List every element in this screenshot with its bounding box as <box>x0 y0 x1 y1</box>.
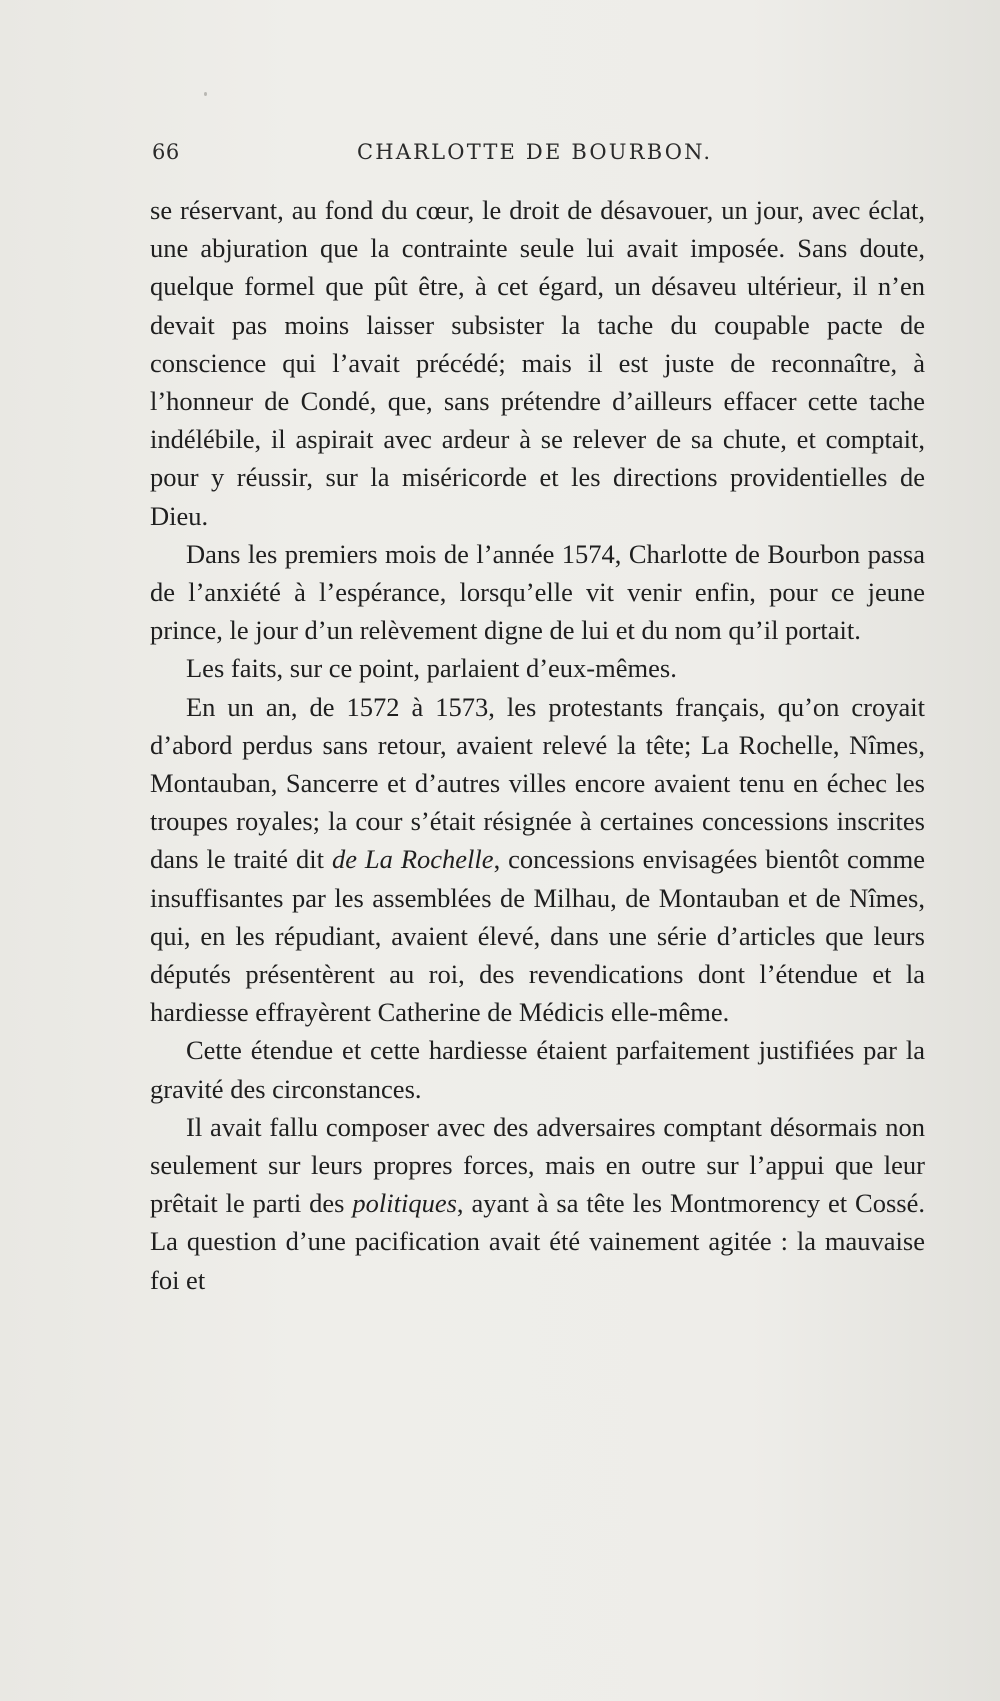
paragraph <box>150 649 925 687</box>
paragraph <box>150 1108 925 1299</box>
running-title: CHARLOTTE DE BOURBON. <box>357 140 713 164</box>
text-segment: Les faits, sur ce point, parlaient d’eux-mêmes. <box>186 653 677 684</box>
text-segment: Cette étendue et cette hardiesse étaient parfaitement justifiées par la gravité des circonstances. <box>150 1035 925 1104</box>
italic-term: politiques <box>352 1188 457 1219</box>
body-text <box>150 191 925 1299</box>
paper-spot <box>204 92 207 96</box>
text-segment: Il avait fallu composer avec des adversaires comptant désormais non seulement sur leurs propres forces, mais en outre sur l’appui que leur prêtait le parti des <box>150 1111 925 1219</box>
text-segment: En un an, de 1572 à 1573, les protestants français, qu’on croyait d’abord perdus sans retour, avaient relevé la tête; La Rochelle, Nîmes, Montauban, Sancerre et d’autres villes encore avaient tenu en échec les troupes royales; la cour s’était résignée à certaines concessions inscrites dans le traité dit <box>150 691 925 875</box>
paragraph <box>150 191 925 535</box>
italic-title: de La Rochelle <box>331 844 494 875</box>
paragraph <box>150 688 925 1032</box>
text-segment: , ayant à sa tête les Montmorency et Cossé. La question d’une pacification avait été vainement agitée : la mauvaise foi et <box>150 1188 925 1295</box>
text-segment: , concessions envisagées bientôt comme insuffisantes par les assemblées de Milhau, de Montauban et de Nîmes, qui, en les répudiant, avaient élevé, dans une série d’articles que leurs députés présentèrent au roi, des revendications dont l’étendue et la hardiesse effrayèrent Catherine de Médicis elle-même. <box>150 844 925 1028</box>
page-header <box>152 140 912 176</box>
text-segment: Dans les premiers mois de l’année 1574, Charlotte de Bourbon passa de l’anxiété à l’espérance, lorsqu’elle vit venir enfin, pour ce jeune prince, le jour d’un relèvement digne de lui et du nom qu’il portait. <box>150 538 925 646</box>
page-number: 66 <box>152 140 180 164</box>
text-segment: se réservant, au fond du cœur, le droit de désavouer, un jour, avec éclat, une abjuration que la contrainte seule lui avait imposée. Sans doute, quelque formel que pût être, à cet égard, un désaveu ultérieur, il n’en devait pas moins laisser subsister la tache du coupable pacte de conscience qui l’avait précédé; mais il est juste de reconnaître, à l’honneur de Condé, que, sans prétendre d’ailleurs effacer cette tache indélébile, il aspirait avec ardeur à se relever de sa chute, et comptait, pour y réussir, sur la miséricorde et les directions providentielles de Dieu. <box>150 195 925 531</box>
paragraph <box>150 1031 925 1107</box>
paragraph <box>150 535 925 650</box>
